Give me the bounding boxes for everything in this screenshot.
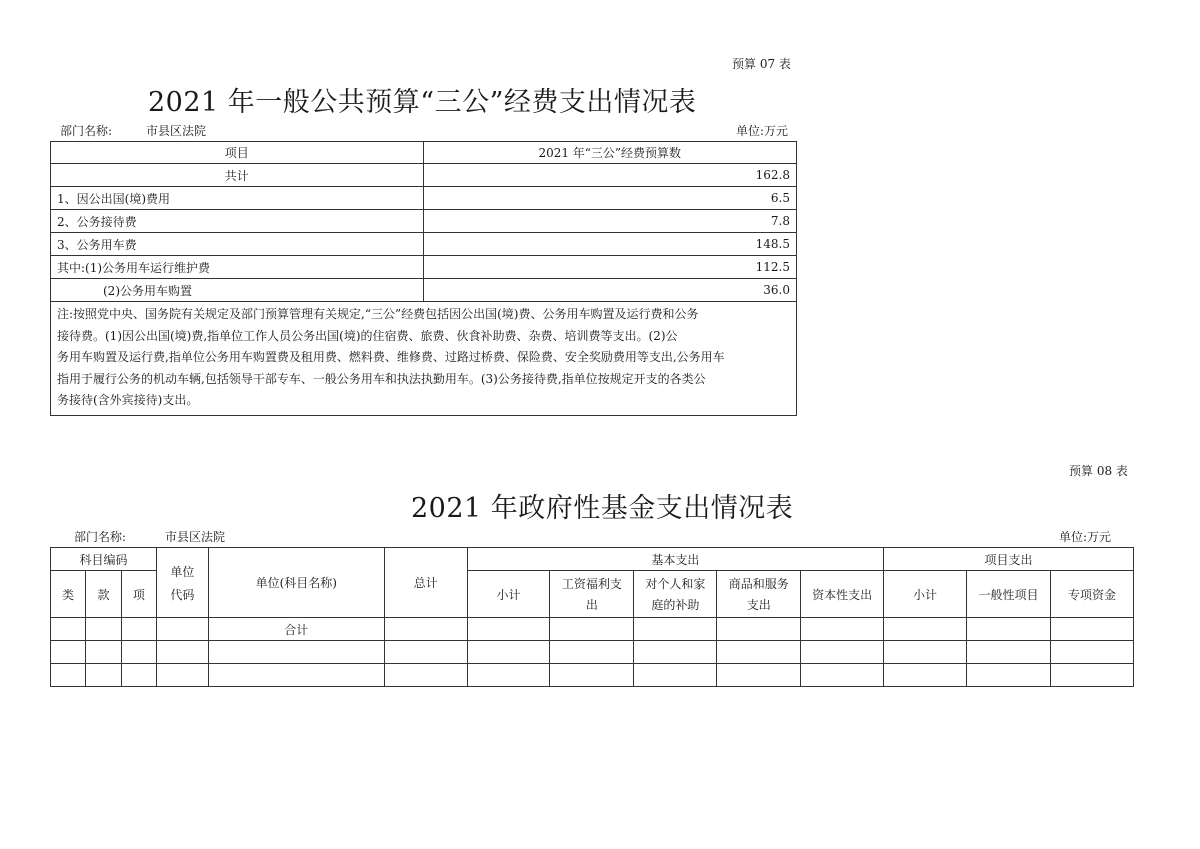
row-label: 共计 bbox=[51, 164, 424, 187]
dept-name: 市县区法院 bbox=[165, 530, 226, 544]
header-unit-code-line: 代码 bbox=[170, 587, 195, 602]
table-row bbox=[51, 664, 1134, 687]
cell bbox=[51, 664, 86, 687]
row-value: 112.5 bbox=[423, 256, 796, 279]
table-row bbox=[51, 187, 797, 210]
header-project-expense: 项目支出 bbox=[884, 548, 1134, 571]
header-wage-welfare bbox=[550, 571, 634, 618]
cell bbox=[121, 641, 156, 664]
cell bbox=[717, 664, 801, 687]
form-number-08: 预算 08 表 bbox=[1069, 464, 1128, 478]
cell bbox=[208, 664, 384, 687]
row-value: 162.8 bbox=[423, 164, 796, 187]
cell bbox=[85, 664, 121, 687]
cell bbox=[156, 664, 208, 687]
header-goods-services bbox=[717, 571, 801, 618]
row-value: 36.0 bbox=[423, 279, 796, 302]
header-basic-subtotal: 小计 bbox=[467, 571, 550, 618]
row-label: 2、公务接待费 bbox=[51, 210, 424, 233]
row-value: 148.5 bbox=[423, 233, 796, 256]
header-goods-line: 商品和服务 bbox=[728, 577, 789, 591]
row-label: (2)公务用车购置 bbox=[51, 279, 424, 302]
header-wage-line: 工资福利支 bbox=[561, 577, 622, 591]
cell bbox=[1050, 618, 1133, 641]
gov-fund-expense-table bbox=[50, 547, 1134, 687]
note-line: 务用车购置及运行费,指单位公务用车购置费及租用费、燃料费、维修费、过路过桥费、保险费、安全奖励费用等支出,公务用车 bbox=[57, 350, 725, 364]
unit-label: 单位:万元 bbox=[736, 124, 789, 138]
header-basic-expense: 基本支出 bbox=[467, 548, 884, 571]
page-title-gov-fund: 2021 年政府性基金支出情况表 bbox=[411, 493, 794, 524]
cell bbox=[801, 664, 884, 687]
row-value: 6.5 bbox=[423, 187, 796, 210]
note-line: 接待费。(1)因公出国(境)费,指单位工作人员公务出国(境)的住宿费、旅费、伙食补助费、杂费、培训费等支出。(2)公 bbox=[57, 328, 678, 343]
cell bbox=[467, 618, 550, 641]
dept-label: 部门名称: bbox=[74, 530, 127, 544]
table-header-row bbox=[51, 548, 1134, 571]
cell bbox=[634, 664, 717, 687]
header-total: 总计 bbox=[384, 548, 467, 618]
cell bbox=[121, 664, 156, 687]
table-row bbox=[51, 256, 797, 279]
cell bbox=[884, 641, 967, 664]
table-row bbox=[51, 641, 1134, 664]
header-wage-line: 出 bbox=[585, 598, 598, 612]
cell bbox=[717, 641, 801, 664]
header-capital: 资本性支出 bbox=[801, 571, 884, 618]
header-personal-line: 对个人和家 bbox=[645, 577, 706, 591]
table-row bbox=[51, 164, 797, 187]
cell bbox=[121, 618, 156, 641]
cell bbox=[717, 618, 801, 641]
header-subject-code: 科目编码 bbox=[51, 548, 157, 571]
header-general-project: 一般性项目 bbox=[967, 571, 1051, 618]
page-title-three-public: 2021 年一般公共预算“三公”经费支出情况表 bbox=[148, 87, 697, 118]
three-public-expense-table bbox=[50, 141, 797, 416]
header-personal-line: 庭的补助 bbox=[651, 598, 700, 612]
unit-label: 单位:万元 bbox=[1059, 530, 1112, 544]
table-row bbox=[51, 210, 797, 233]
cell bbox=[85, 618, 121, 641]
form-number-07: 预算 07 表 bbox=[732, 57, 791, 71]
row-value: 7.8 bbox=[423, 210, 796, 233]
dept-label: 部门名称: bbox=[60, 124, 113, 138]
cell bbox=[884, 618, 967, 641]
cell bbox=[384, 664, 467, 687]
cell bbox=[634, 618, 717, 641]
cell bbox=[384, 618, 467, 641]
cell bbox=[467, 641, 550, 664]
cell bbox=[85, 641, 121, 664]
header-xiang: 项 bbox=[121, 571, 156, 618]
cell bbox=[967, 618, 1051, 641]
dept-name: 市县区法院 bbox=[146, 124, 207, 138]
header-unit-code-line: 单位 bbox=[170, 564, 195, 579]
header-personal-subsidy bbox=[634, 571, 717, 618]
note-line: 务接待(含外宾接待)支出。 bbox=[57, 393, 199, 407]
row-label: 3、公务用车费 bbox=[51, 233, 424, 256]
header-budget: 2021 年“三公”经费预算数 bbox=[423, 142, 796, 164]
note-line: 指用于履行公务的机动车辆,包括领导干部专车、一般公务用车和执法执勤用车。(3)公务接待费,指单位按规定开支的各类公 bbox=[57, 371, 706, 386]
row-label: 1、因公出国(境)费用 bbox=[51, 187, 424, 210]
cell bbox=[634, 641, 717, 664]
cell bbox=[1050, 664, 1133, 687]
cell bbox=[884, 664, 967, 687]
header-project-subtotal: 小计 bbox=[884, 571, 967, 618]
header-item: 项目 bbox=[51, 142, 424, 164]
header-unit-name: 单位(科目名称) bbox=[208, 548, 384, 618]
cell bbox=[156, 618, 208, 641]
cell bbox=[384, 641, 467, 664]
cell bbox=[467, 664, 550, 687]
header-goods-line: 支出 bbox=[746, 598, 771, 612]
cell bbox=[51, 641, 86, 664]
cell bbox=[550, 618, 634, 641]
note-text bbox=[51, 302, 797, 416]
cell bbox=[801, 641, 884, 664]
header-unit-code bbox=[156, 548, 208, 618]
cell bbox=[967, 641, 1051, 664]
table-row bbox=[51, 618, 1134, 641]
table-row bbox=[51, 233, 797, 256]
note-line: 注:按照党中央、国务院有关规定及部门预算管理有关规定,“三公”经费包括因公出国(境)费、公务用车购置及运行费和公务 bbox=[57, 307, 699, 321]
table-header-row bbox=[51, 142, 797, 164]
table-row bbox=[51, 279, 797, 302]
total-row-label: 合计 bbox=[208, 618, 384, 641]
header-special-fund: 专项资金 bbox=[1050, 571, 1133, 618]
note-row bbox=[51, 302, 797, 416]
cell bbox=[156, 641, 208, 664]
cell bbox=[550, 641, 634, 664]
cell bbox=[967, 664, 1051, 687]
header-kuan: 款 bbox=[85, 571, 121, 618]
row-label: 其中:(1)公务用车运行维护费 bbox=[51, 256, 424, 279]
cell bbox=[550, 664, 634, 687]
cell bbox=[1050, 641, 1133, 664]
cell bbox=[208, 641, 384, 664]
header-lei: 类 bbox=[51, 571, 86, 618]
cell bbox=[801, 618, 884, 641]
cell bbox=[51, 618, 86, 641]
